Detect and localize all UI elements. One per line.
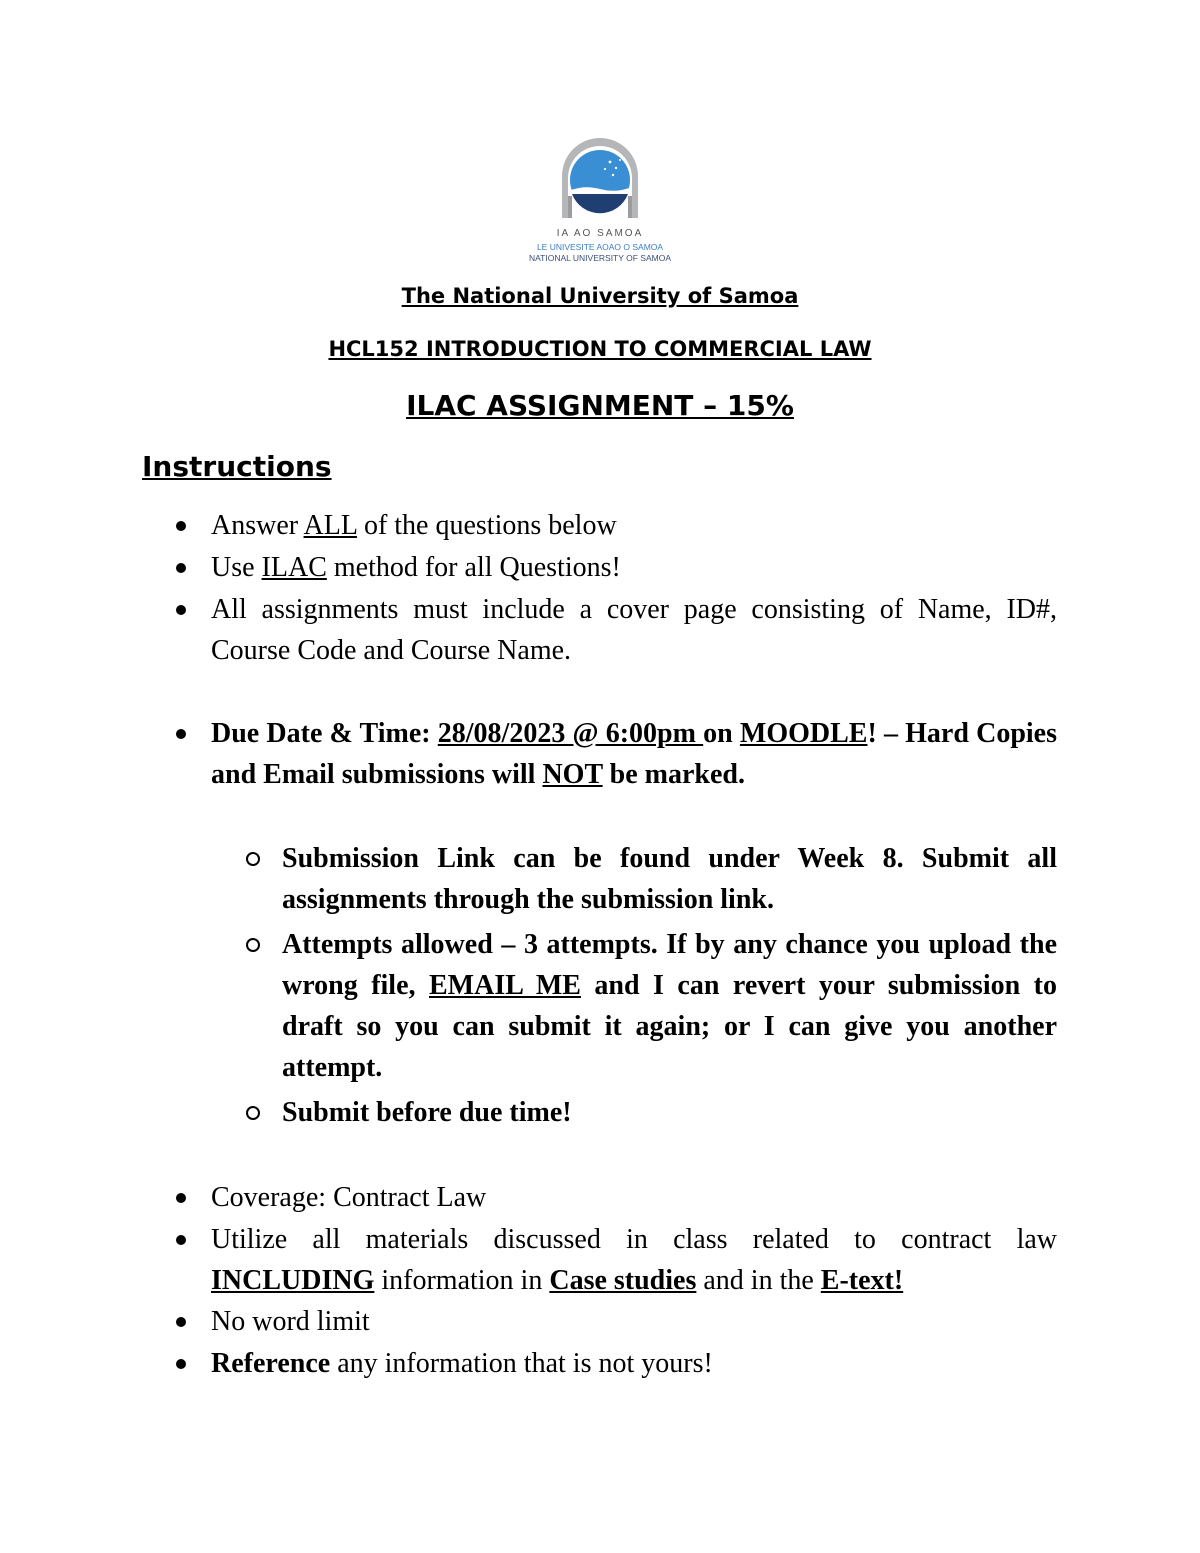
instruction-answer-all: Answer ALL of the questions below [211, 510, 617, 541]
instruction-utilize-materials: Utilize all materials discussed in class related to contract law INCLUDING information in Case studies and in the E-text! [211, 1224, 1057, 1296]
bullet-icon [176, 563, 186, 573]
logo-text-samoan: IA AO SAMOA [556, 228, 644, 239]
university-name: The National University of Samoa [401, 284, 799, 308]
due-datetime: 28/08/2023 @ 6:00pm [437, 718, 704, 749]
bullet-icon [176, 1317, 186, 1327]
bullet-icon [176, 1193, 186, 1203]
sub-bullet-icon [246, 1106, 260, 1120]
instruction-ilac-method: Use ILAC method for all Questions! [211, 552, 621, 583]
instruction-attempts: Attempts allowed – 3 attempts. If by any chance you upload the wrong file, EMAIL ME and I can revert your submission to draft so you can submit it again; or I can give you another attempt. [282, 929, 1057, 1083]
instruction-coverage: Coverage: Contract Law [211, 1182, 487, 1213]
logo-text-english: NATIONAL UNIVERSITY OF SAMOA [528, 253, 671, 263]
instructions-heading: Instructions [142, 450, 332, 483]
instruction-reference: Reference any information that is not yours! [211, 1348, 713, 1379]
sub-bullet-icon [246, 852, 260, 866]
bullet-icon [176, 729, 186, 739]
university-seal-icon [558, 138, 642, 228]
instruction-word-limit: No word limit [211, 1306, 370, 1337]
course-title: HCL152 INTRODUCTION TO COMMERCIAL LAW [328, 337, 872, 361]
sub-bullet-icon [246, 938, 260, 952]
instruction-due-date: Due Date & Time: 28/08/2023 @ 6:00pm on MOODLE! – Hard Copies and Email submissions will NOT be marked. [211, 718, 1058, 790]
instruction-cover-page: All assignments must include a cover page consisting of Name, ID#, Course Code and Course Name. [211, 594, 1057, 666]
bullet-icon [176, 521, 186, 531]
bullet-icon [176, 605, 186, 615]
instruction-submission-link: Submission Link can be found under Week 8. Submit all assignments through the submission link. [282, 843, 1057, 915]
assignment-title: ILAC ASSIGNMENT – 15% [406, 389, 794, 422]
bullet-icon [176, 1359, 186, 1369]
university-logo [520, 138, 680, 268]
logo-text-univesite: LE UNIVESITE AOAO O SAMOA [536, 242, 664, 252]
moodle-link-text: MOODLE [739, 718, 868, 749]
instruction-submit-before: Submit before due time! [282, 1097, 572, 1128]
bullet-icon [176, 1235, 186, 1245]
